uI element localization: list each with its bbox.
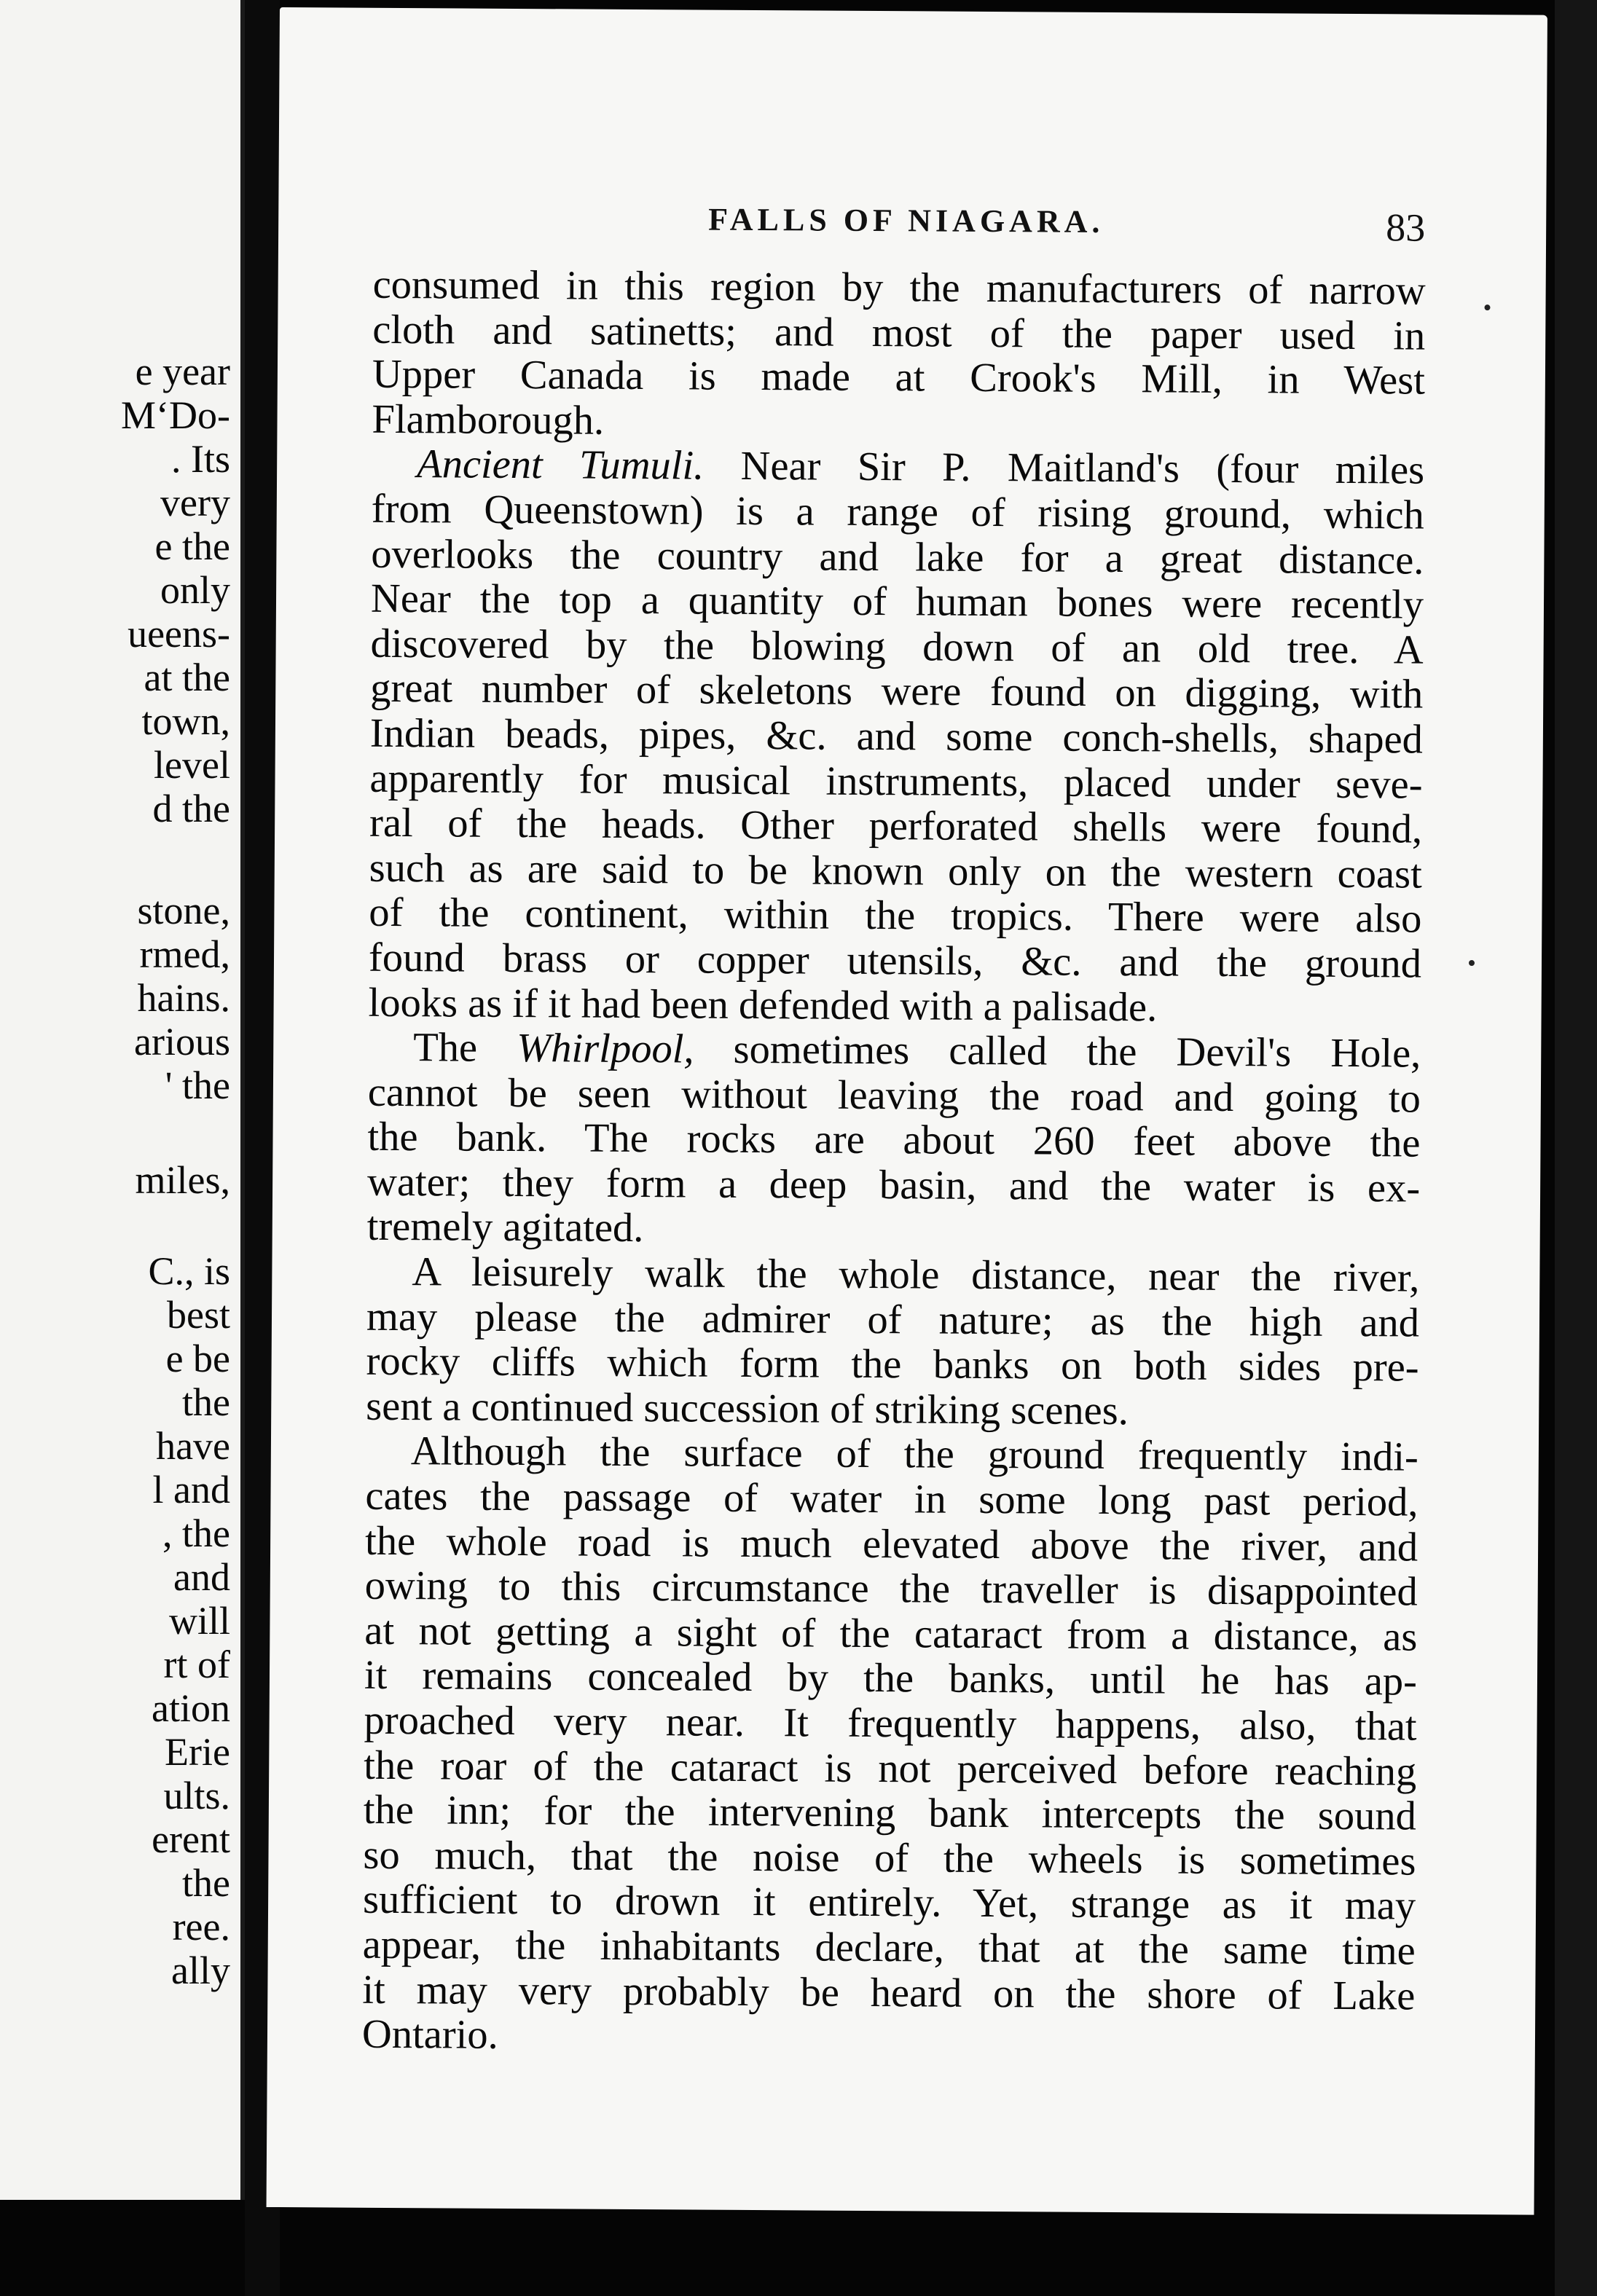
left-page-fragment: e year	[135, 350, 230, 393]
left-page-fragment: hains.	[137, 976, 230, 1020]
left-page-fragment: d the	[152, 787, 230, 830]
text-line: rocky cliffs which form the banks on both sides pre-	[366, 1339, 1419, 1391]
body-text	[362, 263, 1426, 2064]
left-page-fragment: rmed,	[139, 932, 230, 976]
left-page-fragment: ' the	[165, 1064, 230, 1107]
text-line: sent a continued succession of striking scenes.	[366, 1383, 1129, 1434]
left-page-fragment: have	[156, 1424, 230, 1468]
text-span: The	[413, 1025, 517, 1072]
text-line: tremely agitated.	[366, 1204, 644, 1251]
left-page-fragment: ally	[171, 1949, 230, 1992]
text-line: the whole road is much elevated above the river, and	[364, 1518, 1419, 1570]
text-line: great number of skeletons were found on digging, with	[370, 666, 1424, 718]
text-line: looks as if it had been defended with a palisade.	[368, 980, 1158, 1030]
text-line: cannot be seen without leaving the road and going to	[367, 1069, 1421, 1122]
section-heading-ancient-tumuli: Ancient Tumuli.	[416, 441, 705, 489]
text-line: cates the passage of water in some long past period,	[365, 1473, 1419, 1525]
text-line: Although the surface of the ground frequently indi-	[410, 1428, 1419, 1481]
left-page-fragment: level	[154, 743, 230, 787]
paper-speck	[1484, 304, 1490, 310]
left-page-fragment: the	[182, 1861, 230, 1905]
text-line: so much, that the noise of the wheels is sometimes	[363, 1832, 1416, 1884]
paragraph-ancient-tumuli	[368, 442, 1424, 1032]
left-page-fragment: stone,	[137, 889, 230, 932]
left-page-fragment: arious	[134, 1020, 230, 1064]
text-line: water; they form a deep basin, and the water is ex-	[366, 1159, 1421, 1211]
text-line: apparently for musical instruments, placed under seve-	[369, 755, 1423, 808]
left-page-fragment: rt of	[163, 1643, 230, 1686]
left-page-fragment: erent	[152, 1817, 230, 1861]
text-line: Ontario.	[361, 2011, 498, 2059]
text-line: such as are said to be known only on the western coast	[369, 845, 1422, 897]
left-page-fragment: M‘Do-	[121, 393, 230, 437]
paragraph-whirlpool	[367, 1026, 1421, 1257]
left-facing-page	[0, 0, 245, 2200]
text-line: Flamborough.	[372, 396, 605, 444]
right-page	[267, 7, 1547, 2215]
text-line: consumed in this region by the manufacturers of narrow	[372, 262, 1426, 314]
text-line: it remains concealed by the banks, until he has ap-	[364, 1653, 1418, 1705]
left-page-fragment: e be	[165, 1337, 230, 1380]
running-head: FALLS OF NIAGARA.	[708, 201, 1104, 240]
left-page-fragment: l and	[152, 1468, 230, 1511]
left-page-fragment: only	[160, 568, 230, 612]
text-line: discovered by the blowing down of an old tree. A	[370, 621, 1424, 673]
text-line: of the continent, within the tropics. There were also	[369, 890, 1422, 942]
text-line: found brass or copper utensils, &c. and the ground	[368, 935, 1422, 987]
page-number: 83	[1385, 205, 1426, 250]
text-span: sometimes called the Devil's Hole,	[694, 1026, 1421, 1077]
text-line: Near the top a quantity of human bones were recently	[370, 575, 1424, 628]
left-page-fragment: C., is	[148, 1249, 230, 1293]
paragraph-1	[372, 263, 1425, 449]
left-page-fragment: will	[168, 1599, 230, 1643]
text-line: Indian beads, pipes, &c. and some conch-shells, shaped	[369, 710, 1424, 763]
text-line	[372, 442, 1424, 493]
left-page-fragment: best	[167, 1293, 230, 1337]
left-page-fragment: ults.	[163, 1774, 230, 1817]
text-line: owing to this circumstance the traveller is disappointed	[364, 1562, 1418, 1615]
text-line: the inn; for the intervening bank intercepts the sound	[363, 1787, 1417, 1839]
text-span: Near Sir P. Maitland's (four miles	[704, 443, 1425, 493]
left-page-fragment: and	[173, 1555, 230, 1599]
text-line: proached very near. It frequently happens, also, that	[364, 1697, 1417, 1750]
text-line: it may very probably be heard on the shore of Lake	[362, 1967, 1416, 2019]
left-page-fragment: ueens-	[127, 612, 230, 656]
left-page-fragment: ree.	[172, 1905, 230, 1949]
text-line: from Queenstown) is a range of rising ground, which	[371, 486, 1424, 538]
paragraph-leisurely-walk	[366, 1250, 1419, 1436]
left-page-fragment: . Its	[171, 437, 230, 481]
whirlpool-italic: Whirlpool,	[517, 1026, 694, 1072]
left-page-fragment: Erie	[165, 1730, 230, 1774]
text-line: sufficient to drown it entirely. Yet, strange as it may	[362, 1877, 1416, 1929]
text-line: cloth and satinetts; and most of the paper used in	[372, 307, 1426, 359]
text-line: appear, the inhabitants declare, that at the same time	[362, 1922, 1416, 1974]
left-page-fragment: e the	[154, 524, 230, 568]
text-line: the roar of the cataract is not perceived before reaching	[364, 1742, 1417, 1795]
left-page-fragment: , the	[162, 1511, 230, 1555]
paper-speck	[1469, 960, 1475, 966]
left-page-fragment: the	[182, 1380, 230, 1424]
text-line	[368, 1026, 1421, 1077]
left-page-fragment: at the	[144, 656, 230, 699]
text-line: at not getting a sight of the cataract from a distance, as	[364, 1608, 1418, 1660]
text-line: may please the admirer of nature; as the high and	[366, 1294, 1420, 1346]
text-line: A leisurely walk the whole distance, near the river,	[412, 1249, 1420, 1301]
left-page-fragment: very	[160, 481, 230, 524]
left-page-fragment: miles,	[135, 1158, 230, 1202]
text-line: Upper Canada is made at Crook's Mill, in West	[372, 351, 1426, 404]
paragraph-cataract	[362, 1429, 1419, 2064]
text-line: the bank. The rocks are about 260 feet above the	[367, 1114, 1421, 1166]
left-page-fragment: ation	[152, 1686, 230, 1730]
page-edge-shadow	[1555, 0, 1597, 2296]
text-line: ral of the heads. Other perforated shells were found,	[369, 800, 1423, 852]
left-page-fragment: town,	[141, 699, 230, 743]
text-line: overlooks the country and lake for a great distance.	[371, 531, 1424, 583]
